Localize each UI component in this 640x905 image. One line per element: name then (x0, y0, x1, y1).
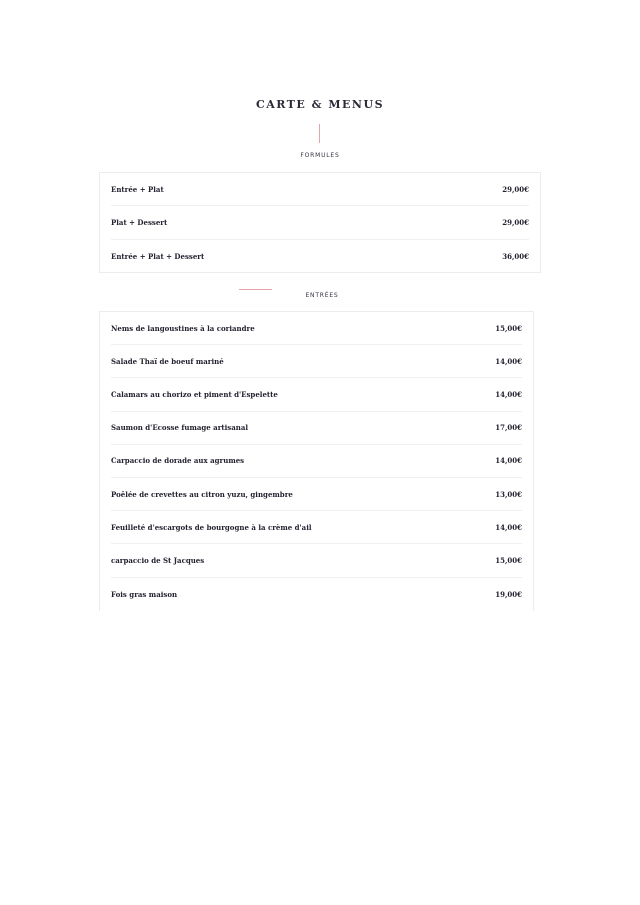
item-name: Entrée + Plat (111, 184, 164, 194)
section-label-formules: FORMULES (300, 152, 340, 159)
page-title: CARTE & MENUS (255, 98, 385, 111)
item-name: Saumon d'Ecosse fumage artisanal (111, 423, 249, 433)
item-name: Feuilleté d'escargots de bourgogne à la crème d'ail (111, 522, 312, 532)
item-name: Plat + Dessert (111, 217, 168, 227)
item-name: Salade Thaï de boeuf mariné (111, 356, 224, 366)
menu-item (111, 345, 522, 378)
item-name: Entrée + Plat + Dessert (111, 251, 205, 261)
item-name: Fois gras maison (111, 589, 178, 599)
item-price: 19,00€ (495, 589, 522, 599)
item-price: 14,00€ (495, 522, 522, 532)
entrees-list (99, 311, 534, 611)
menu-item (111, 206, 529, 239)
item-name: Poêlée de crevettes au citron yuzu, gingembre (111, 489, 293, 499)
item-price: 29,00€ (502, 217, 529, 227)
menu-item (111, 578, 522, 611)
item-name: Carpaccio de dorade aux agrumes (111, 456, 245, 466)
item-name: Nems de langoustines à la coriandre (111, 323, 255, 333)
title-divider (319, 124, 320, 143)
menu-item (111, 445, 522, 478)
item-price: 36,00€ (502, 251, 529, 261)
item-price: 14,00€ (495, 356, 522, 366)
section-label-entrees: ENTRÉES (305, 292, 339, 299)
menu-item (111, 173, 529, 206)
section-divider (239, 289, 272, 290)
item-price: 14,00€ (495, 389, 522, 399)
item-price: 29,00€ (502, 184, 529, 194)
item-name: Calamars au chorizo et piment d'Espelette (111, 389, 278, 399)
menu-item (111, 478, 522, 511)
item-price: 14,00€ (495, 456, 522, 466)
menu-item (111, 378, 522, 411)
formules-list (99, 172, 541, 273)
item-price: 15,00€ (495, 323, 522, 333)
menu-item (111, 312, 522, 345)
menu-item (111, 412, 522, 445)
menu-item (111, 240, 529, 273)
menu-item (111, 544, 522, 577)
item-price: 15,00€ (495, 555, 522, 565)
item-price: 17,00€ (495, 423, 522, 433)
item-price: 13,00€ (495, 489, 522, 499)
item-name: carpaccio de St Jacques (111, 555, 205, 565)
menu-item (111, 511, 522, 544)
